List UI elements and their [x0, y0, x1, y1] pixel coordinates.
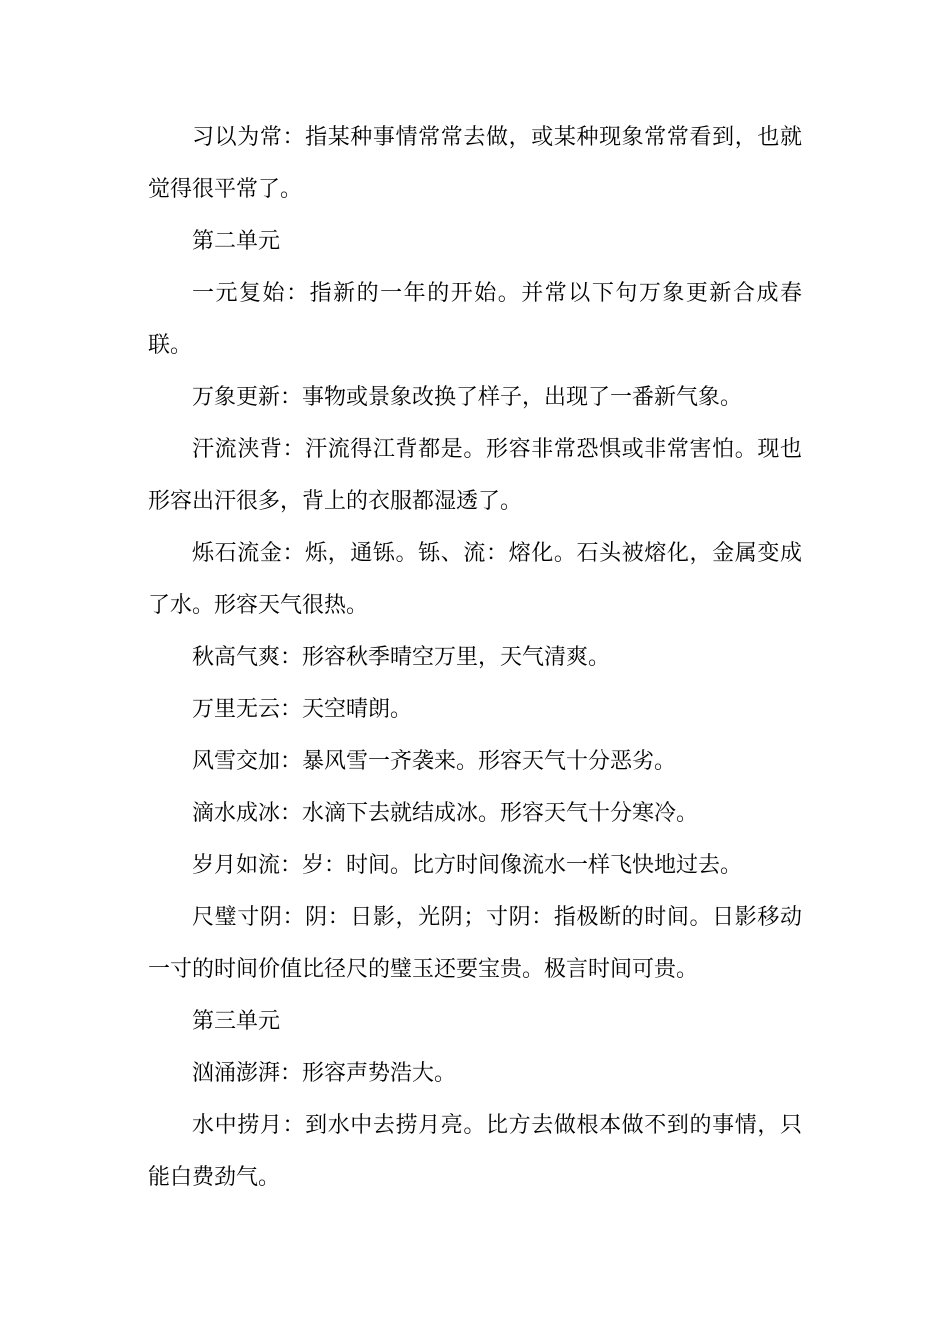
document-body [148, 112, 802, 1204]
idiom-entry-suiyueruliu: 岁月如流：岁：时间。比方时间像流水一样飞快地过去。 [192, 853, 743, 878]
idiom-entry-wanxianggengxin: 万象更新：事物或景象改换了样子，出现了一番新气象。 [192, 385, 743, 410]
idiom-entry-xiyiweichang: 习以为常：指某种事情常常去做，或某种现象常常看到，也就觉得很平常了。 [148, 125, 802, 202]
idiom-entry-qiugaoqishuang: 秋高气爽：形容秋季晴空万里，天气清爽。 [192, 645, 611, 670]
idiom-entry-wanliwuyun: 万里无云：天空晴朗。 [192, 697, 413, 722]
idiom-entry-hanliujiabei: 汗流浃背：汗流得江背都是。形容非常恐惧或非常害怕。现也形容出汗很多，背上的衣服都湿透了。 [148, 437, 802, 514]
idiom-entry-fengxuejiaojia: 风雪交加：暴风雪一齐袭来。形容天气十分恶劣。 [192, 749, 677, 774]
unit-heading-3: 第三单元 [192, 1009, 281, 1034]
idiom-entry-yiyuanfushi: 一元复始：指新的一年的开始。并常以下句万象更新合成春联。 [148, 281, 802, 358]
idiom-entry-dishuichengbing: 滴水成冰：水滴下去就结成冰。形容天气十分寒冷。 [192, 801, 699, 826]
idiom-entry-shuizhonglaoyue: 水中捞月：到水中去捞月亮。比方去做根本做不到的事情，只能白费劲气。 [148, 1113, 802, 1190]
idiom-entry-shuoshiliujin: 烁石流金：烁，通铄。铄、流：熔化。石头被熔化，金属变成了水。形容天气很热。 [148, 541, 802, 618]
idiom-entry-xiongyongpengpai: 汹涌澎湃：形容声势浩大。 [192, 1061, 457, 1086]
idiom-entry-chibicunyin: 尺璧寸阴：阴：日影，光阴；寸阴：指极断的时间。日影移动一寸的时间价值比径尺的璧玉还要宝贵。极言时间可贵。 [148, 905, 802, 982]
unit-heading-2: 第二单元 [192, 229, 281, 254]
